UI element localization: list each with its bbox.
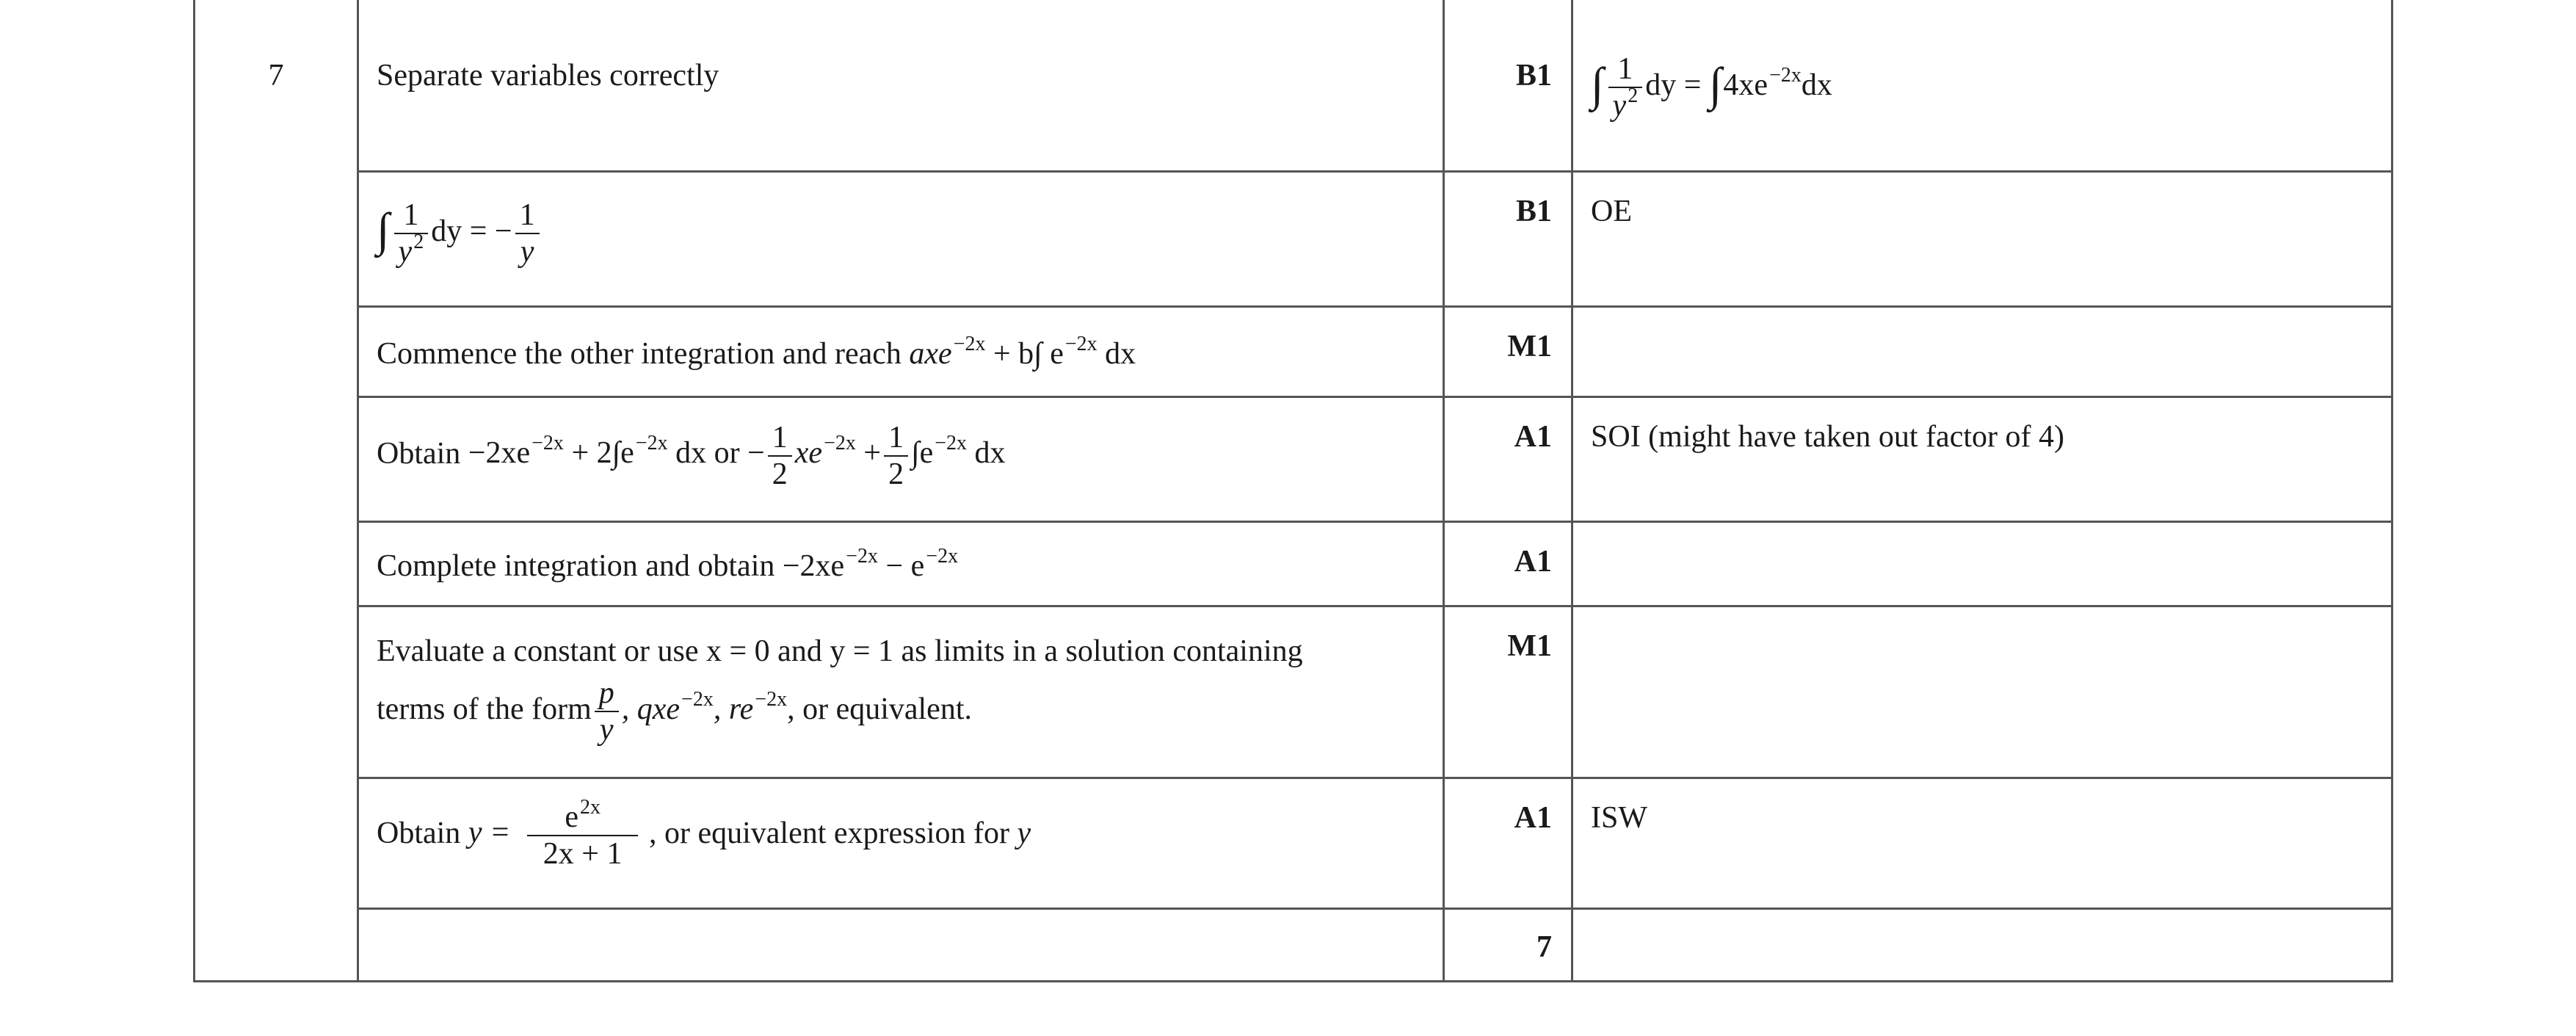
total-marks: 7 (1536, 930, 1552, 964)
answer-content: Commence the other integration and reach axe$^{-2x}$ + b∫ $e^{-2x}$ dx (377, 332, 1136, 371)
guidance-math: ∫ $\frac{1}{y^2}$ dy = $\int 4xe^{-2x}dx$ (1591, 52, 1832, 123)
mark-code: A1 (1514, 800, 1552, 835)
mark-cell (1444, 606, 1572, 778)
guidance-cell (1572, 171, 2392, 306)
guidance-cell (1572, 908, 2392, 981)
guidance-cell (1572, 306, 2392, 396)
table-row (195, 521, 2392, 606)
answer-cell (358, 306, 1444, 396)
answer-cell (358, 0, 1444, 171)
mark-code: B1 (1515, 194, 1552, 228)
answer-cell (358, 606, 1444, 778)
question-number-cell (195, 0, 358, 981)
mark-code: M1 (1507, 329, 1552, 363)
answer-cell (358, 171, 1444, 306)
mark-code: A1 (1514, 544, 1552, 579)
table-row (195, 0, 2392, 171)
guidance-text (1573, 308, 2391, 365)
mark-cell (1444, 778, 1572, 908)
guidance-text: SOI (might have taken out factor of 4) (1591, 419, 2064, 454)
guidance-cell (1572, 0, 2392, 171)
table-row (195, 171, 2392, 306)
mark-code: B1 (1515, 59, 1552, 93)
answer-cell (358, 908, 1444, 981)
answer-cell (358, 521, 1444, 606)
guidance-text (1573, 523, 2391, 580)
mark-cell (1444, 171, 1572, 306)
answer-text (359, 910, 1443, 967)
mark-scheme-table (193, 0, 2393, 982)
guidance-text: OE (1591, 194, 1632, 228)
guidance-text (1573, 607, 2391, 664)
answer-content: Complete integration and obtain $-2xe^{-2x} - e^{-2x}$ (377, 544, 959, 583)
table-row (195, 778, 2392, 908)
total-mark-cell (1444, 908, 1572, 981)
table-row (195, 396, 2392, 521)
mark-cell (1444, 396, 1572, 521)
answer-content: Evaluate a constant or use x = 0 and y = 1 as limits in a solution containing terms of the form $\frac{p}{y}$ , qxe$^{-2x}$, $re^{-2x}$, or equivalent. (377, 634, 1303, 747)
mark-cell (1444, 306, 1572, 396)
guidance-cell (1572, 778, 2392, 908)
mark-code: A1 (1514, 419, 1552, 454)
mark-cell (1444, 521, 1572, 606)
table-row (195, 306, 2392, 396)
table-row (195, 908, 2392, 981)
answer-content: Obtain $-2xe^{-2x} + 2\int e^{-2x}$ dx or − $\frac{1}{2}$ $xe^{-2x}$ + $\frac{1}{2}$ $\int e^{-2x}$ dx (377, 420, 1006, 491)
question-number: 7 (268, 59, 284, 93)
mark-code: M1 (1507, 629, 1552, 663)
guidance-text (1573, 910, 2391, 967)
guidance-cell (1572, 521, 2392, 606)
answer-text: Separate variables correctly (377, 59, 719, 93)
guidance-text: ISW (1591, 800, 1647, 835)
mark-cell (1444, 0, 1572, 171)
answer-cell (358, 396, 1444, 521)
answer-content: Obtain y = $\frac{e^{2x}}{2x + 1}$ , or equivalent expression for y (377, 795, 1031, 871)
guidance-cell (1572, 606, 2392, 778)
table-row (195, 606, 2392, 778)
answer-cell (358, 778, 1444, 908)
guidance-cell (1572, 396, 2392, 521)
answer-math: ∫ $\frac{1}{y^2}$ dy = − $\frac{1}{y}$ (359, 173, 1443, 270)
